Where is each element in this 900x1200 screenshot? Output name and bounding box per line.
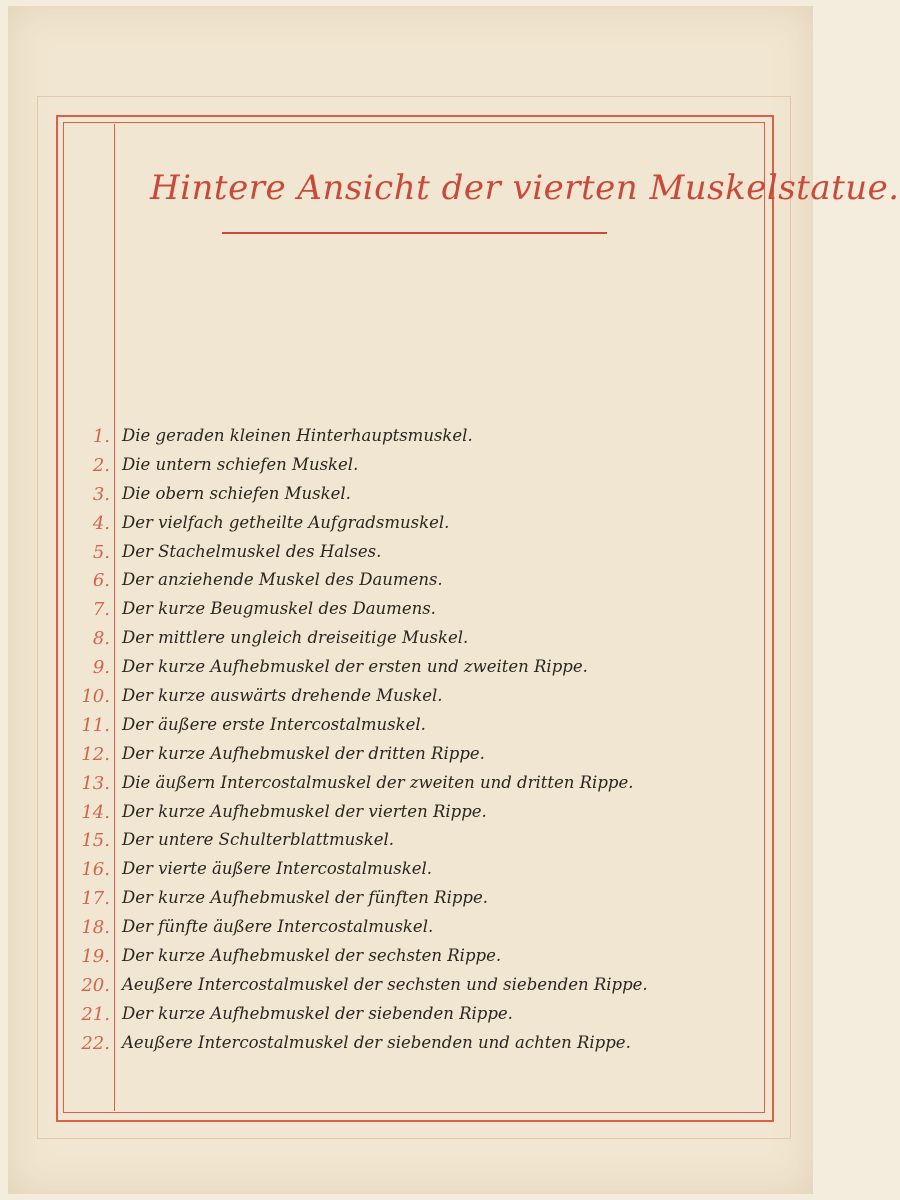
item-text: Der mittlere ungleich dreiseitige Muskel. xyxy=(122,628,469,648)
item-text: Der kurze Aufhebmuskel der vierten Rippe. xyxy=(122,801,487,821)
muscle-list xyxy=(0,424,823,1060)
item-number: 1. xyxy=(92,426,110,447)
item-number: 12. xyxy=(81,743,110,765)
item-number: 22. xyxy=(81,1032,110,1054)
item-number: 2. xyxy=(92,454,110,476)
item-number: 9. xyxy=(92,657,110,679)
item-number: 20. xyxy=(81,974,110,996)
list-item xyxy=(0,973,823,1002)
item-text: Der fünfte äußere Intercostalmuskel. xyxy=(122,917,434,937)
item-number: 6. xyxy=(92,570,110,592)
item-number: 7. xyxy=(92,599,110,621)
item-number: 21. xyxy=(81,1003,110,1025)
item-text: Der kurze Aufhebmuskel der ersten und zweiten Rippe. xyxy=(122,657,588,677)
item-text: Der kurze Beugmuskel des Daumens. xyxy=(122,599,436,619)
item-number: 8. xyxy=(92,628,110,650)
item-number: 18. xyxy=(81,917,110,939)
list-item xyxy=(0,655,823,684)
item-text: Der untere Schulterblattmuskel. xyxy=(122,830,394,850)
item-text: Aeußere Intercostalmuskel der siebenden und achten Rippe. xyxy=(122,1032,631,1052)
item-text: Der vierte äußere Intercostalmuskel. xyxy=(122,859,433,879)
item-text: Die obern schiefen Muskel. xyxy=(122,483,351,503)
item-number: 15. xyxy=(81,830,110,852)
item-number: 19. xyxy=(81,946,110,968)
list-item xyxy=(0,1002,823,1031)
list-item xyxy=(0,568,823,597)
list-item xyxy=(0,684,823,713)
item-number: 11. xyxy=(81,714,110,736)
list-item xyxy=(0,540,823,569)
item-number: 14. xyxy=(81,801,110,823)
item-text: Die untern schiefen Muskel. xyxy=(122,454,359,474)
item-number: 5. xyxy=(92,541,110,563)
list-item xyxy=(0,857,823,886)
item-text: Der kurze Aufhebmuskel der sechsten Rippe. xyxy=(122,946,502,966)
list-item xyxy=(0,453,823,482)
list-item xyxy=(0,742,823,771)
list-item xyxy=(0,1031,823,1060)
item-number: 10. xyxy=(81,686,110,708)
item-text: Der kurze Aufhebmuskel der fünften Rippe. xyxy=(122,888,488,908)
list-item xyxy=(0,944,823,973)
item-number: 16. xyxy=(81,859,110,881)
list-item xyxy=(0,828,823,857)
list-item xyxy=(0,424,823,453)
item-text: Der kurze Aufhebmuskel der siebenden Rippe. xyxy=(122,1003,513,1023)
item-text: Der kurze auswärts drehende Muskel. xyxy=(122,686,443,706)
item-number: 4. xyxy=(92,512,110,534)
list-item xyxy=(0,713,823,742)
item-text: Die äußern Intercostalmuskel der zweiten und dritten Rippe. xyxy=(122,772,634,792)
list-item xyxy=(0,886,823,915)
list-item xyxy=(0,771,823,800)
list-item xyxy=(0,626,823,655)
list-item xyxy=(0,482,823,511)
item-text: Der vielfach getheilte Aufgradsmuskel. xyxy=(122,512,450,532)
item-text: Der Stachelmuskel des Halses. xyxy=(122,541,382,561)
item-text: Aeußere Intercostalmuskel der sechsten und siebenden Rippe. xyxy=(122,974,648,994)
item-text: Der anziehende Muskel des Daumens. xyxy=(122,570,443,590)
page-title: Hintere Ansicht der vierten Muskelstatue. xyxy=(150,168,900,208)
item-text: Die geraden kleinen Hinterhauptsmuskel. xyxy=(122,426,473,445)
list-item xyxy=(0,597,823,626)
list-item xyxy=(0,915,823,944)
item-number: 17. xyxy=(81,888,110,910)
item-number: 13. xyxy=(81,772,110,794)
item-text: Der kurze Aufhebmuskel der dritten Rippe. xyxy=(122,743,485,763)
list-item xyxy=(0,800,823,829)
item-number: 3. xyxy=(92,483,110,505)
title-underline xyxy=(222,232,607,234)
list-item xyxy=(0,511,823,540)
item-text: Der äußere erste Intercostalmuskel. xyxy=(122,714,426,734)
